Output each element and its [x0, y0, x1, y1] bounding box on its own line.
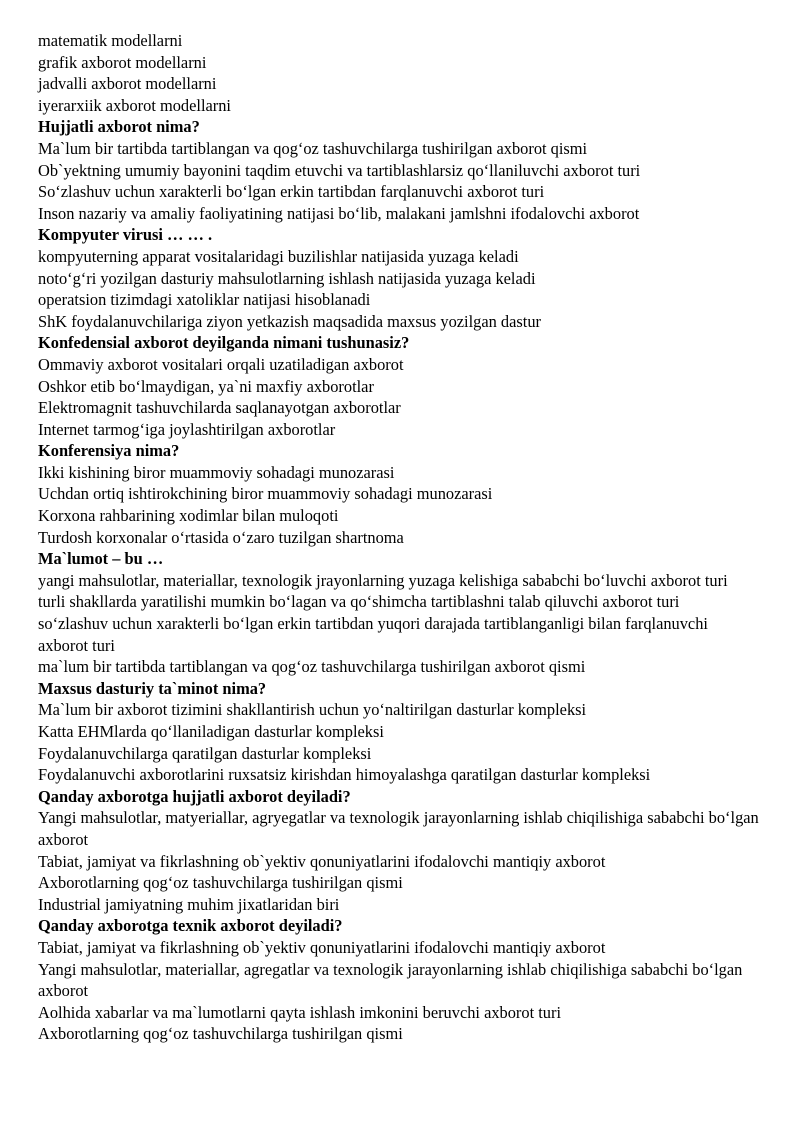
question-heading: Maxsus dasturiy ta`minot nima? — [38, 678, 267, 698]
answer-option: operatsion tizimdagi xatoliklar natijasi hisoblanadi — [38, 290, 371, 310]
answer-option: iyerarxiik axborot modellarni — [38, 95, 231, 115]
answer-option: Katta EHMlarda qo‘llaniladigan dasturlar kompleksi — [38, 722, 384, 741]
answer-option: Yangi mahsulotlar, matyeriallar, agryegatlar va texnologik jarayonlarning ishlab chiqilishiga sababchi bo‘lgan axborot — [38, 808, 759, 849]
answer-option: matematik modellarni — [38, 31, 183, 50]
answer-option: Ommaviy axborot vositalari orqali uzatiladigan axborot — [38, 354, 404, 374]
question-heading: Ma`lumot – bu … — [38, 549, 164, 569]
quiz-content — [38, 30, 760, 1045]
answer-option: Elektromagnit tashuvchilarda saqlanayotgan axborotlar — [38, 398, 401, 418]
answer-option: Aolhida xabarlar va ma`lumotlarni qayta ishlash imkonini beruvchi axborot turi — [38, 1002, 561, 1022]
answer-option: Ikki kishining biror muammoviy sohadagi munozarasi — [38, 462, 395, 482]
answer-option: Axborotlarning qog‘oz tashuvchilarga tushirilgan qismi — [38, 1024, 403, 1044]
answer-option: Tabiat, jamiyat va fikrlashning ob`yektiv qonuniyatlarini ifodalovchi mantiqiy axborot — [38, 851, 606, 871]
answer-option: ma`lum bir tartibda tartiblangan va qog‘oz tashuvchilarga tushirilgan axborot qismi — [38, 657, 586, 677]
answer-option: Turdosh korxonalar o‘rtasida o‘zaro tuzilgan shartnoma — [38, 527, 404, 547]
answer-option: kompyuterning apparat vositalaridagi buzilishlar natijasida yuzaga keladi — [38, 246, 519, 266]
question-heading: Konfedensial axborot deyilganda nimani tushunasiz? — [38, 333, 410, 353]
answer-option: grafik axborot modellarni — [38, 52, 207, 72]
answer-option: jadvalli axborot modellarni — [38, 74, 217, 94]
question-heading: Hujjatli axborot nima? — [38, 117, 200, 137]
answer-option: Oshkor etib bo‘lmaydigan, ya`ni maxfiy axborotlar — [38, 376, 374, 396]
answer-option: Korxona rahbarining xodimlar bilan muloqoti — [38, 506, 339, 526]
question-heading: Kompyuter virusi … … . — [38, 225, 213, 245]
answer-option: turli shakllarda yaratilishi mumkin bo‘lagan va qo‘shimcha tartiblashni talab qiluvchi axborot turi — [38, 592, 680, 612]
answer-option: Industrial jamiyatning muhim jixatlaridan biri — [38, 894, 340, 914]
answer-option: Axborotlarning qog‘oz tashuvchilarga tushirilgan qismi — [38, 873, 403, 893]
answer-option: Uchdan ortiq ishtirokchining biror muammoviy sohadagi munozarasi — [38, 484, 493, 504]
question-heading: Qanday axborotga texnik axborot deyiladi? — [38, 916, 343, 936]
answer-option: Ob`yektning umumiy bayonini taqdim etuvchi va tartiblashlarsiz qo‘llaniluvchi axborot turi — [38, 160, 641, 180]
answer-option: Yangi mahsulotlar, materiallar, agregatlar va texnologik jarayonlarning ishlab chiqilishiga sababchi bo‘lgan axborot — [38, 959, 743, 1001]
answer-option: Foydalanuvchi axborotlarini ruxsatsiz kirishdan himoyalashga qaratilgan dasturlar kompleksi — [38, 765, 651, 785]
question-heading: Qanday axborotga hujjatli axborot deyiladi? — [38, 786, 351, 806]
answer-option: noto‘g‘ri yozilgan dasturiy mahsulotlarning ishlash natijasida yuzaga keladi — [38, 268, 536, 288]
answer-option: So‘zlashuv uchun xarakterli bo‘lgan erkin tartibdan farqlanuvchi axborot turi — [38, 182, 545, 202]
question-heading: Konferensiya nima? — [38, 441, 180, 461]
answer-option: Tabiat, jamiyat va fikrlashning ob`yektiv qonuniyatlarini ifodalovchi mantiqiy axborot — [38, 937, 606, 957]
answer-option: Internet tarmog‘iga joylashtirilgan axborotlar — [38, 419, 336, 439]
answer-option: ShK foydalanuvchilariga ziyon yetkazish maqsadida maxsus yozilgan dastur — [38, 311, 541, 331]
answer-option: Ma`lum bir tartibda tartiblangan va qog‘oz tashuvchilarga tushirilgan axborot qismi — [38, 138, 588, 158]
answer-option: Ma`lum bir axborot tizimini shakllantirish uchun yo‘naltirilgan dasturlar kompleksi — [38, 700, 587, 720]
answer-option: yangi mahsulotlar, materiallar, texnologik jrayonlarning yuzaga kelishiga sababchi bo‘luvchi axborot turi — [38, 570, 728, 590]
answer-option: so‘zlashuv uchun xarakterli bo‘lgan erkin tartibdan yuqori darajada tartiblanganligi bilan farqlanuvchi axborot turi — [38, 614, 708, 655]
answer-option: Inson nazariy va amaliy faoliyatining natijasi bo‘lib, malakani jamlshni ifodalovchi axborot — [38, 203, 640, 223]
answer-option: Foydalanuvchilarga qaratilgan dasturlar kompleksi — [38, 743, 372, 763]
